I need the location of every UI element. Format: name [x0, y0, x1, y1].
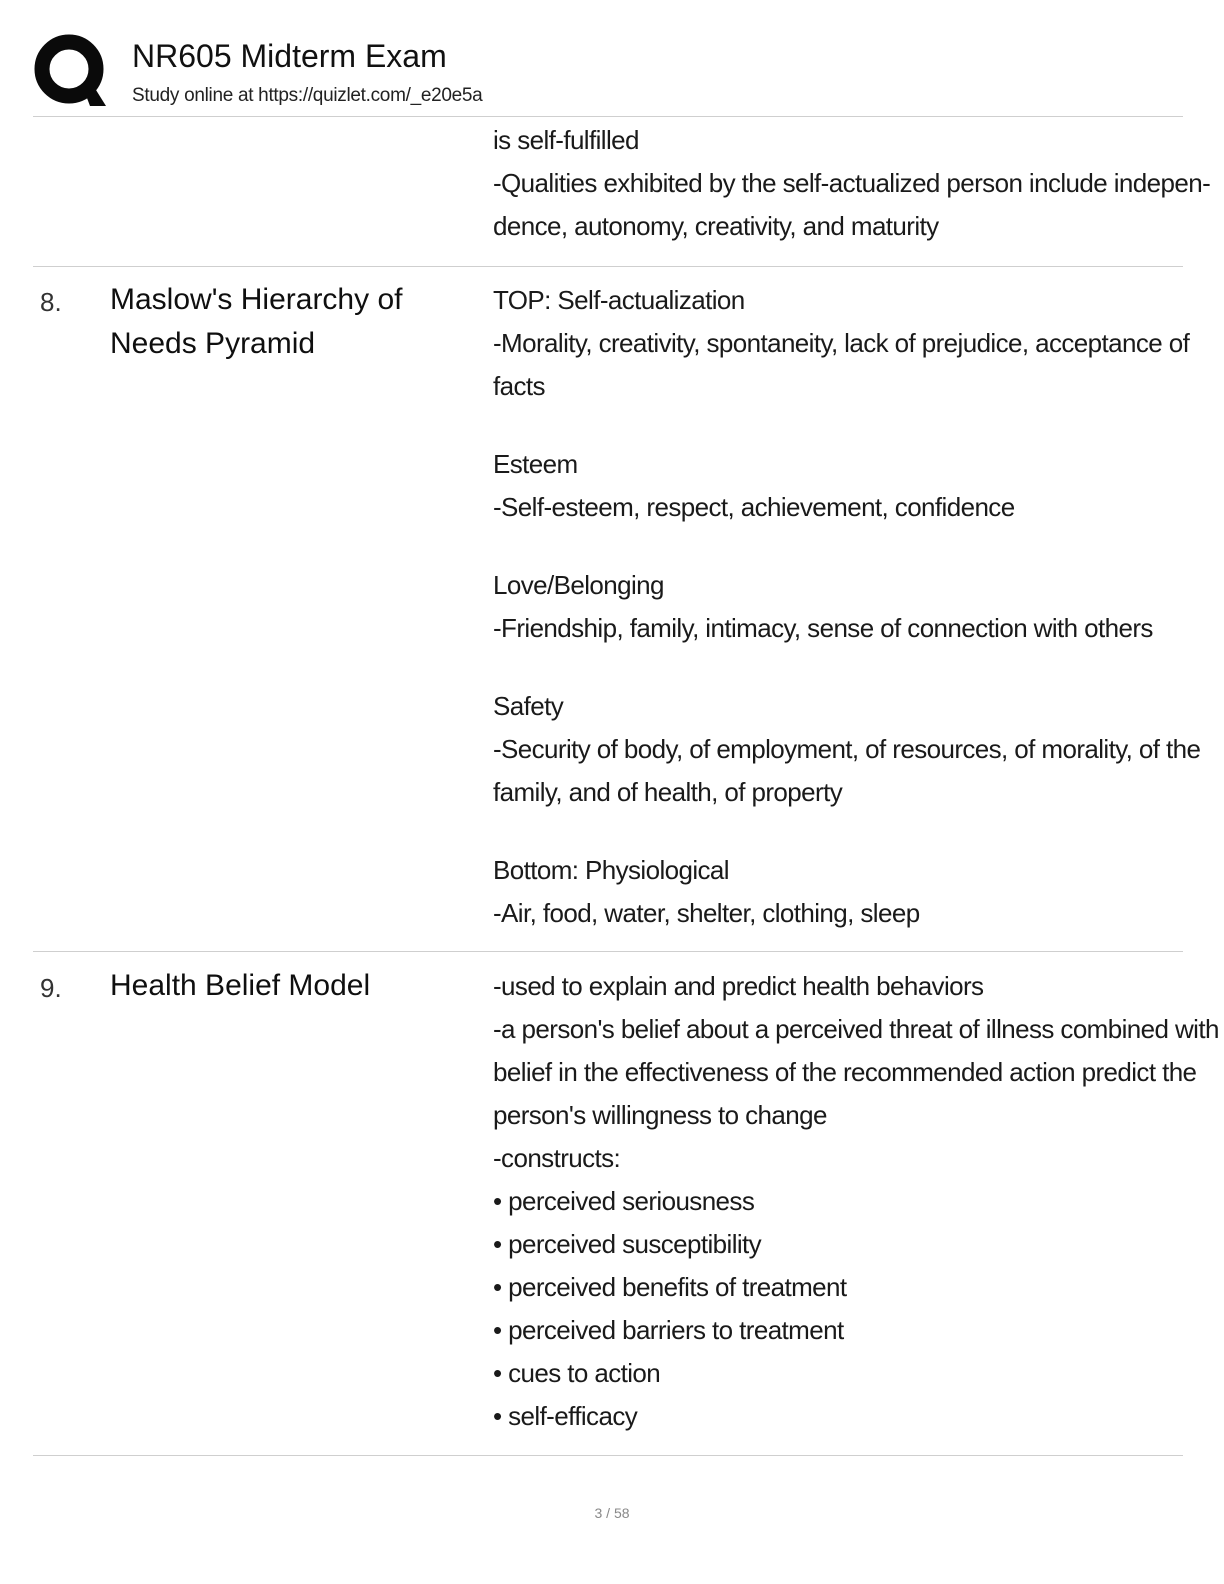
block-spacer [493, 408, 1183, 443]
definition-line: -Air, food, water, shelter, clothing, sleep [493, 898, 920, 928]
list-item: • perceived seriousness [493, 1186, 755, 1216]
block-spacer [493, 650, 1183, 685]
definition-line: Esteem [493, 449, 578, 479]
definition-line: -Security of body, of employment, of resources, of morality, of the [493, 734, 1201, 764]
term-line: Health Belief Model [110, 969, 371, 1002]
list-item: • perceived susceptibility [493, 1229, 762, 1259]
list-item: • perceived benefits of treatment [493, 1272, 847, 1302]
list-item: • self-efficacy [493, 1401, 638, 1431]
definition-line: -Self-esteem, respect, achievement, confidence [493, 492, 1015, 522]
definition-line: family, and of health, of property [493, 777, 843, 807]
term-line: Needs Pyramid [110, 327, 316, 360]
card-number: 8. [40, 287, 62, 317]
card-term [110, 964, 470, 1008]
term-line: Maslow's Hierarchy of [110, 283, 403, 316]
document-title: NR605 Midterm Exam [132, 38, 447, 74]
card-definition [493, 279, 1201, 935]
continued-definition [493, 119, 1211, 248]
definition-line: TOP: Self-actualization [493, 285, 745, 315]
study-link-text: Study online at https://quizlet.com/_e20e5a [132, 85, 483, 106]
definition-line: -Morality, creativity, spontaneity, lack of prejudice, acceptance of [493, 328, 1190, 358]
quizlet-logo-icon [32, 32, 112, 112]
card-definition [493, 965, 1219, 1438]
divider [33, 116, 1183, 117]
divider [33, 266, 1183, 267]
definition-line: facts [493, 371, 545, 401]
definition-line: -Qualities exhibited by the self-actualized person include indepen- [493, 168, 1211, 198]
definition-line: -Friendship, family, intimacy, sense of connection with others [493, 613, 1153, 643]
definition-line: Safety [493, 691, 564, 721]
card-number: 9. [40, 973, 62, 1003]
definition-line: Love/Belonging [493, 570, 664, 600]
definition-line: -a person's belief about a perceived threat of illness combined with [493, 1014, 1219, 1044]
definition-line: dence, autonomy, creativity, and maturity [493, 211, 939, 241]
page-header [0, 0, 1224, 118]
definition-line: -constructs: [493, 1143, 621, 1173]
divider [33, 1455, 1183, 1456]
list-item: • perceived barriers to treatment [493, 1315, 844, 1345]
card-term [110, 278, 470, 366]
definition-line: belief in the effectiveness of the recommended action predict the [493, 1057, 1197, 1087]
block-spacer [493, 814, 1183, 849]
divider [33, 951, 1183, 952]
definition-line: Bottom: Physiological [493, 855, 729, 885]
page-number: 3 / 58 [594, 1505, 630, 1521]
list-item: • cues to action [493, 1358, 661, 1388]
block-spacer [493, 529, 1183, 564]
definition-line: person's willingness to change [493, 1100, 827, 1130]
definition-line: -used to explain and predict health behaviors [493, 971, 984, 1001]
definition-line: is self-fulfilled [493, 125, 639, 155]
